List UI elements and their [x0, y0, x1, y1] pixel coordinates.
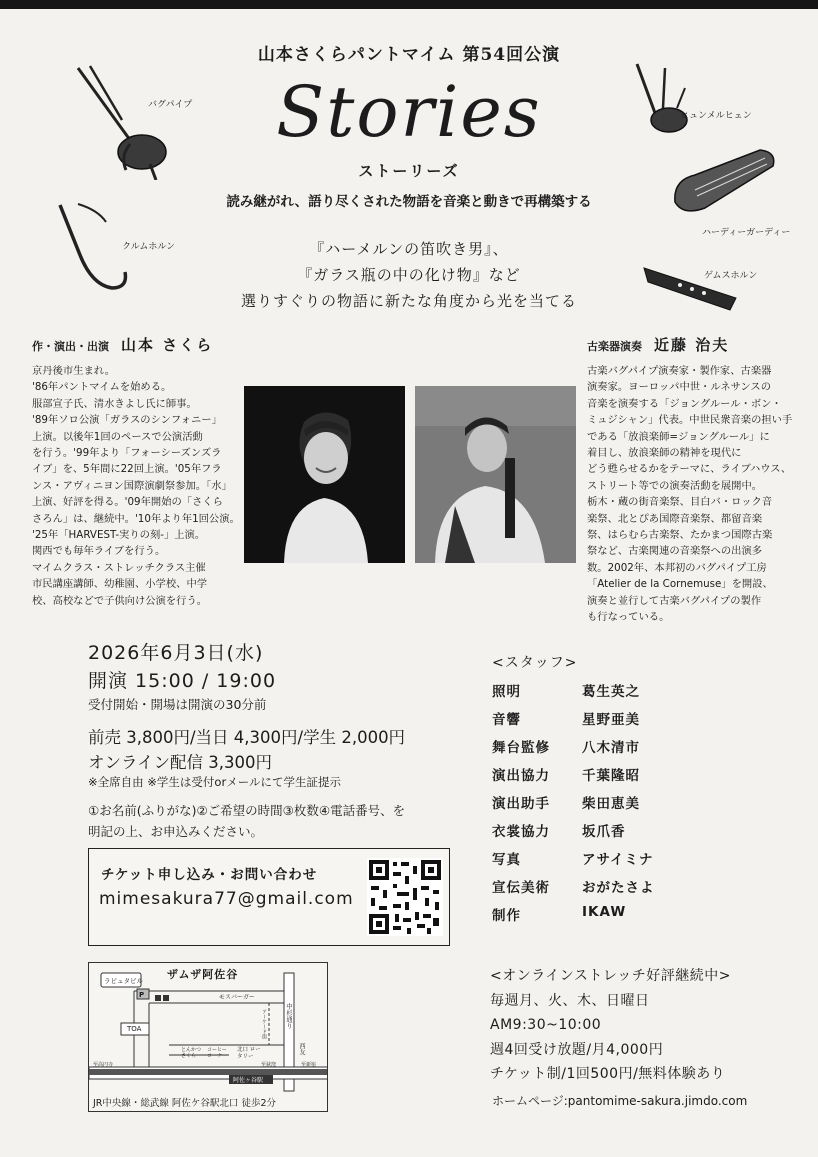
- apply-instructions-line1: ①お名前(ふりがな)②ご希望の時間③枚数④電話番号、を: [88, 803, 406, 818]
- performer2-name: 近藤 治夫: [654, 336, 730, 354]
- event-date: 2026年6月3日(水): [88, 642, 264, 664]
- bio-line: '89年ソロ公演「ガラスのシンフォニー」: [32, 414, 222, 427]
- staff-row: 照明 葛生英之: [492, 684, 640, 700]
- instrument-label-hummelchen: ヒュンメルヒェン: [680, 111, 752, 121]
- intro-line: 『ハーメルンの笛吹き男』、: [309, 240, 509, 258]
- show-title: Stories: [276, 71, 542, 153]
- bio-line: 「Atelier de la Cornemuse」を開設、: [587, 578, 773, 591]
- performer1-role: 作・演出・出演: [32, 340, 109, 353]
- bio-line: 数。2002年、本邦初のバグパイプ工房: [587, 561, 767, 574]
- online-class-line: AM9:30~10:00: [490, 1017, 602, 1033]
- homepage-link[interactable]: ホームページ:pantomime-sakura.jimdo.com: [492, 1094, 748, 1108]
- map-label-koenji: 至高円寺: [93, 1062, 114, 1068]
- performer2-bio: [587, 363, 802, 626]
- online-class: [490, 964, 731, 1087]
- map-label-nishi: 西友: [298, 1043, 305, 1055]
- map-label-nakasugi: 中杉通り: [285, 1003, 293, 1029]
- map-label-tonkatsu: とんかつ さくら: [181, 1047, 202, 1059]
- bio-line: イブ」を、5年間に22回上演。'05年フラ: [32, 463, 222, 476]
- online-class-line: 週4回受け放題/月4,000円: [490, 1041, 664, 1058]
- contact-heading: チケット申し込み・お問い合わせ: [101, 867, 318, 883]
- hummelchen-illustration: [625, 58, 705, 138]
- bio-line: 楽祭、北とぴあ国際音楽祭、都留音楽: [587, 512, 763, 525]
- contact-box: [88, 848, 450, 946]
- tagline: 読み継がれ、語り尽くされた物語を音楽と動きで再構築する: [226, 194, 592, 210]
- reception-info: 受付開始・開場は開演の30分前: [88, 697, 267, 712]
- bio-line: ストリート等での演奏活動を展開中。: [587, 479, 763, 492]
- staff-row: 制作 IKAW: [492, 904, 627, 924]
- bio-line: 音楽を演奏する「ジョングルール・ボン・: [587, 397, 782, 410]
- series-title: 山本さくらパントマイム 第54回公演: [257, 45, 561, 65]
- map-label-lapita: ラピュタビル: [104, 977, 143, 985]
- krummhorn-illustration: [50, 200, 130, 295]
- bio-line: 演奏家。ヨーロッパ中世・ルネサンスの: [587, 381, 772, 394]
- top-border-bar: [0, 0, 818, 9]
- ticket-prices: 前売 3,800円/当日 4,300円/学生 2,000円: [88, 728, 406, 747]
- staff-row: 衣裳協力 坂爪香: [492, 824, 626, 840]
- photo-haruo-kondo: [415, 386, 576, 563]
- bio-line: も行なっている。: [587, 611, 670, 624]
- bio-line: マイムクラス・ストレッチクラス主催: [32, 561, 206, 574]
- performer1-name: 山本 さくら: [121, 336, 214, 354]
- venue-map: [88, 962, 328, 1112]
- gemshorn-illustration: [640, 258, 740, 318]
- staff-heading: <スタッフ>: [492, 655, 578, 671]
- photo-sakura-yamamoto: [244, 386, 405, 563]
- instrument-label-hurdy-gurdy: ハーディーガーディー: [702, 228, 791, 238]
- bio-line: 祭、はらむら古楽祭、たかまつ国際古楽: [587, 529, 773, 542]
- bio-line: 関西でも毎年ライブを行う。: [32, 545, 166, 558]
- map-label-coffee: コーヒー コーナー: [207, 1047, 228, 1059]
- bio-line: 市民講座講師、幼稚園、小学校、中学: [32, 578, 208, 591]
- performer2-role: 古楽器演奏: [587, 340, 642, 353]
- map-access: JR中央線・総武線 阿佐ケ谷駅北口 徒歩2分: [93, 1098, 276, 1109]
- staff-row: 演出助手 柴田恵美: [492, 796, 640, 812]
- bio-line: 栃木・蔵の街音楽祭、目白バ・ロック音: [587, 496, 773, 509]
- bio-line: ミュジシャン」代表。中世民衆音楽の担い手: [587, 414, 793, 427]
- bio-line: 古楽バグパイプ演奏家・製作家、古楽器: [587, 365, 772, 377]
- online-price: オンライン配信 3,300円: [88, 753, 272, 772]
- hurdy-gurdy-illustration: [665, 130, 785, 220]
- performer1-heading: [32, 334, 213, 355]
- bio-line: 演奏と並行して古楽バグパイプの製作: [587, 594, 762, 607]
- bio-line: 校、高校などで子供向け公演を行う。: [32, 594, 208, 607]
- bio-line: である「放浪楽師=ジョングルール」に: [587, 430, 770, 443]
- online-class-heading: <オンラインストレッチ好評継続中>: [490, 968, 731, 984]
- bio-line: ンス・アヴィニヨン国際演劇祭参加。「水」: [32, 479, 232, 492]
- bio-line: '25年「HARVEST-実りの刻-」上演。: [32, 529, 206, 542]
- staff-row: 舞台監修 八木清市: [492, 740, 640, 756]
- bio-line: 祭など、古楽関連の音楽祭への出演多: [587, 545, 763, 558]
- performer1-bio: [32, 363, 244, 609]
- bio-line: どう甦らせるかをテーマに、ライブハウス、: [587, 463, 792, 476]
- map-venue-name: ザムザ阿佐谷: [167, 968, 239, 981]
- map-label-mos: モスバーガー: [219, 994, 255, 1001]
- map-label-station: 阿佐ヶ谷駅: [233, 1077, 264, 1084]
- staff-row: 音響 星野亜美: [492, 712, 640, 728]
- map-label-shinjuku: 至新宿: [301, 1062, 317, 1068]
- event-time: 開演 15:00 / 19:00: [88, 670, 277, 692]
- map-label-ogikubo: 至荻窪: [261, 1062, 277, 1068]
- bio-line: 上演。以後年1回のペースで公演活動: [32, 430, 203, 443]
- performer2-heading: [587, 334, 729, 355]
- qr-code-icon[interactable]: [367, 858, 443, 936]
- bio-line: 服部宣子氏、清水きよし氏に師事。: [32, 397, 197, 410]
- intro-line: 『ガラス瓶の中の化け物』など: [297, 266, 521, 284]
- staff-row: 写真 アサイミナ: [492, 852, 654, 868]
- bagpipe-illustration: [70, 60, 193, 180]
- parking-icon: P: [139, 991, 145, 999]
- apply-instructions-line2: 明記の上、お申込みください。: [88, 824, 264, 839]
- bio-line: 着目し、放浪楽師の精神を現代に: [587, 447, 742, 460]
- map-label-arcade: アーケード街: [261, 1009, 267, 1039]
- bio-line: 上演、好評を得る。'09年開始の「さくら: [32, 496, 223, 509]
- seat-notes: ※全席自由 ※学生は受付orメールにて学生証提示: [88, 775, 341, 789]
- map-label-toa: TOA: [127, 1025, 142, 1033]
- show-title-kana: ストーリーズ: [358, 162, 460, 180]
- instrument-label-gemshorn: ゲムスホルン: [704, 271, 758, 281]
- bio-line: 京丹後市生まれ。: [32, 365, 115, 377]
- staff-row: 演出協力 千葉隆昭: [492, 768, 640, 784]
- map-label-rotary: 北口 ロータリー: [237, 1047, 261, 1060]
- bio-line: さろん」は、継続中。'10年より年1回公演。: [32, 512, 240, 525]
- instrument-label-bagpipe: バグパイプ: [148, 100, 193, 110]
- bio-line: '86年パントマイムを始める。: [32, 381, 172, 394]
- intro-line: 選りすぐりの物語に新たな角度から光を当てる: [240, 292, 577, 310]
- staff-row: 宣伝美術 おがたさよ: [492, 880, 655, 896]
- online-class-line: 毎週月、火、木、日曜日: [490, 992, 650, 1009]
- bio-line: を行う。'99年より「フォーシーズンズラ: [32, 447, 222, 460]
- staff-list: [492, 680, 722, 950]
- online-class-line: チケット制/1回500円/無料体験あり: [490, 1066, 726, 1082]
- contact-email[interactable]: mimesakura77@gmail.com: [99, 889, 354, 909]
- instrument-label-krummhorn: クルムホルン: [122, 242, 176, 252]
